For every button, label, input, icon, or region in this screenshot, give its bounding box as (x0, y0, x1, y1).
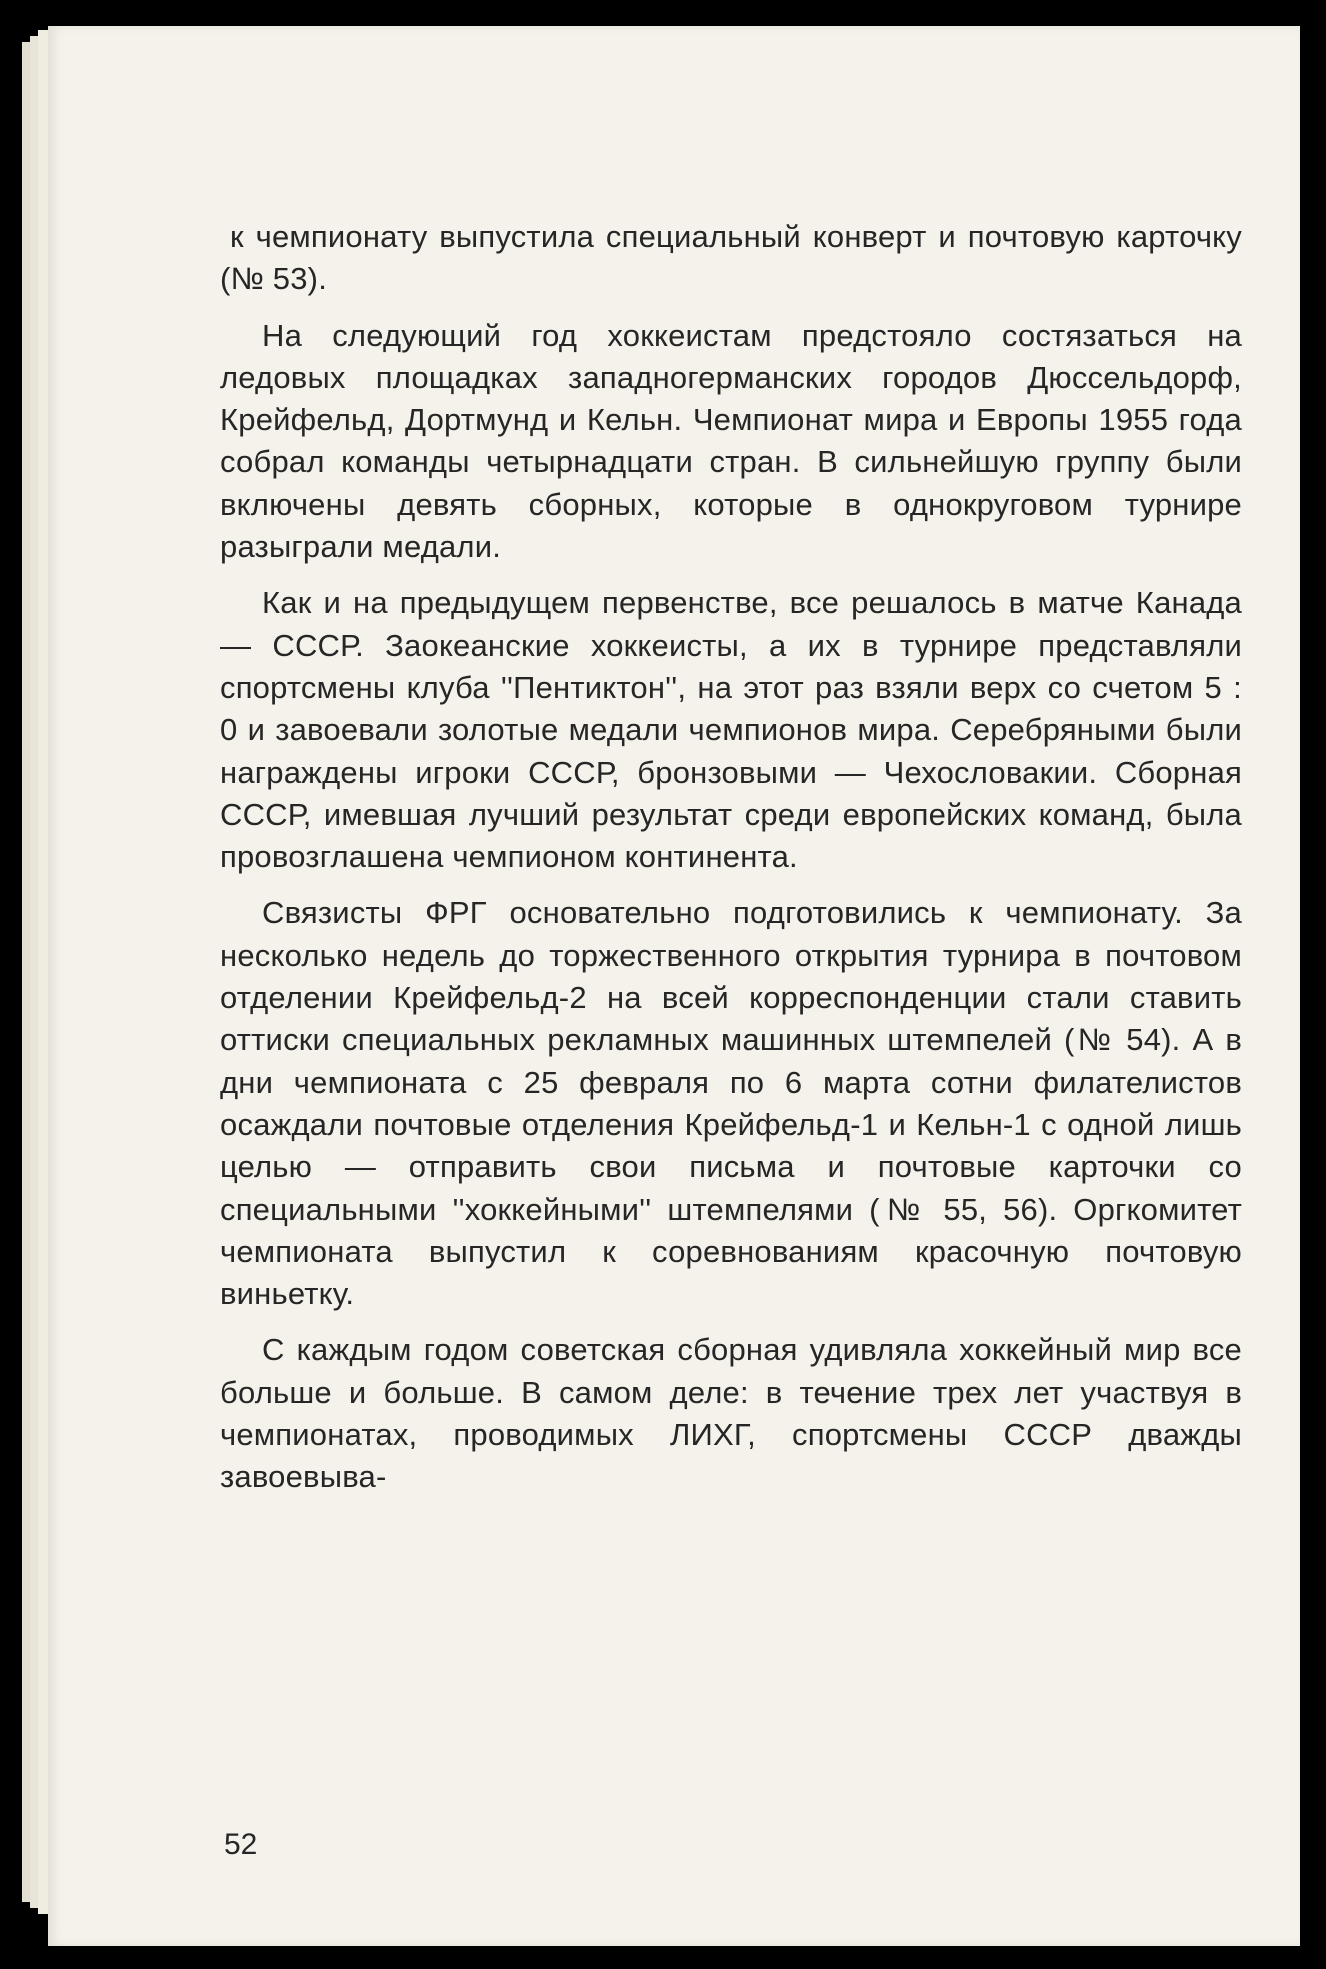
paragraph: к чемпионату выпустила специальный конверт и почтовую карточку (№ 53). (220, 219, 1242, 297)
paragraph: Как и на предыдущем первенстве, все решалось в матче Канада — СССР. Заокеанские хоккеисты, а их в турнире представляли спортсмены клуба ''Пентиктон'', на этот раз взяли верх со счетом 5 : 0 и завоевали золотые медали чемпионов мира. Серебряными были награждены игроки СССР, бронзовыми — Чехословакии. Сборная СССР, имевшая лучший результат среди европейских команд, была провозглашена чемпионом континента. (220, 585, 1242, 875)
book-page (48, 26, 1300, 1946)
paragraph: На следующий год хоккеистам предстояло состязаться на ледовых площадках западногерманских городов Дюссельдорф, Крейфельд, Дортмунд и Кельн. Чемпионат мира и Европы 1955 года собрал команды четырнадцати стран. В сильнейшую группу были включены девять сборных, которые в однокруговом турнире разыграли медали. (220, 317, 1242, 565)
body-text (220, 216, 1242, 1513)
page-number: 52 (224, 1828, 258, 1861)
paragraph: Связисты ФРГ основательно подготовились к чемпионату. За несколько недель до торжественного открытия турнира в почтовом отделении Крейфельд-2 на всей корреспонденции стали ставить оттиски специальных рекламных машинных штемпелей (№ 54). А в дни чемпионата с 25 февраля по 6 марта сотни филателистов осаждали почтовые отделения Крейфельд-1 и Кельн-1 с одной лишь целью — отправить свои письма и почтовые карточки со специальными ''хоккейными'' штемпелями (№ 55, 56). Оргкомитет чемпионата выпустил к соревнованиям красочную почтовую виньетку. (220, 895, 1242, 1312)
paragraph: С каждым годом советская сборная удивляла хоккейный мир все больше и больше. В самом деле: в течение трех лет участвуя в чемпионатах, проводимых ЛИХГ, спортсмены СССР дважды завоевыва- (220, 1332, 1242, 1495)
